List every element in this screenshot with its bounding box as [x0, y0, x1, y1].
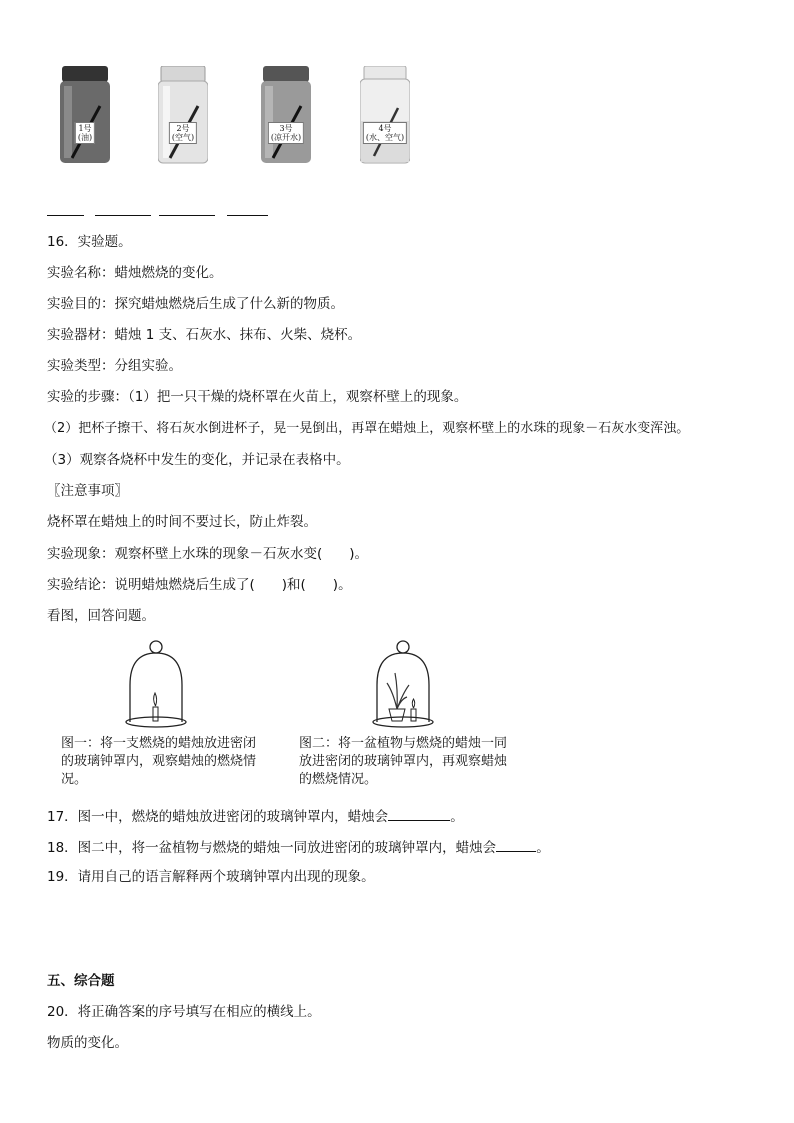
jar-4-image — [360, 66, 410, 164]
q18: 18．图二中，将一盆植物与燃烧的蜡烛一同放进密闭的玻璃钟罩内，蜡烛会 。 — [47, 837, 550, 857]
jar-2-label: 2号 (空气) — [169, 122, 197, 144]
jar-1-image — [60, 66, 110, 164]
jar-3-image — [261, 66, 311, 164]
q18-answer-blank[interactable] — [496, 837, 536, 852]
q16-title: 16．实验题。 — [47, 234, 132, 250]
jar-3-label: 3号 (凉开水) — [268, 122, 304, 144]
q16-step3: （3）观察各烧杯中发生的变化，并记录在表格中。 — [44, 452, 350, 468]
jar-2-drawing — [158, 66, 208, 164]
figure-1-caption: 图一：将一支燃烧的蜡烛放进密闭的玻璃钟罩内，观察蜡烛的燃烧情况。 — [61, 736, 257, 787]
q19: 19．请用自己的语言解释两个玻璃钟罩内出现的现象。 — [47, 869, 375, 885]
q16-conclusion: 实验结论：说明蜡烛燃烧后生成了( )和( )。 — [47, 577, 352, 593]
q20: 20．将正确答案的序号填写在相应的横线上。 — [47, 1004, 321, 1020]
q16-materials: 实验器材：蜡烛 1 支、石灰水、抹布、火柴、烧杯。 — [47, 327, 362, 343]
jar-4-label: 4号 (水、空气) — [363, 122, 407, 144]
section-5-heading: 五、综合题 — [47, 973, 115, 989]
jar-1-label: 1号 (油) — [75, 122, 95, 144]
answer-blank-3[interactable] — [159, 215, 215, 216]
figure-2-caption: 图二：将一盆植物与燃烧的蜡烛一同放进密闭的玻璃钟罩内，再观察蜡烛的燃烧情况。 — [299, 736, 508, 787]
jar-4-drawing — [360, 66, 410, 164]
answer-blank-4[interactable] — [227, 215, 268, 216]
q16-type: 实验类型：分组实验。 — [47, 358, 182, 374]
q16-step1: 实验的步骤：（1）把一只干燥的烧杯罩在火苗上，观察杯壁上的现象。 — [47, 389, 468, 405]
q17: 17．图一中，燃烧的蜡烛放进密闭的玻璃钟罩内，蜡烛会 。 — [47, 806, 464, 826]
q16-purpose: 实验目的：探究蜡烛燃烧后生成了什么新的物质。 — [47, 296, 344, 312]
q16-note: 烧杯罩在蜡烛上的时间不要过长，防止炸裂。 — [47, 514, 317, 530]
answer-blank-2[interactable] — [95, 215, 151, 216]
q16-step2: （2）把杯子擦干、将石灰水倒进杯子，晃一晃倒出，再罩在蜡烛上，观察杯壁上的水珠的现象－石灰水变浑浊。 — [44, 421, 690, 436]
jar-3-drawing — [261, 66, 311, 164]
q17-answer-blank[interactable] — [388, 806, 450, 821]
jar-2-image — [158, 66, 208, 164]
q16-name: 实验名称：蜡烛燃烧的变化。 — [47, 265, 223, 281]
answer-blank-1[interactable] — [47, 215, 84, 216]
bell-jar-candle-figure — [120, 637, 192, 732]
q20-subtitle: 物质的变化。 — [47, 1035, 128, 1051]
jar-1-drawing — [60, 66, 110, 164]
bell-jar-plant-candle-figure — [367, 637, 439, 732]
q16-look: 看图，回答问题。 — [47, 608, 155, 624]
q16-notes-title: 〖注意事项〗 — [47, 483, 128, 499]
q16-phenomenon: 实验现象：观察杯壁上水珠的现象－石灰水变( )。 — [47, 546, 369, 562]
